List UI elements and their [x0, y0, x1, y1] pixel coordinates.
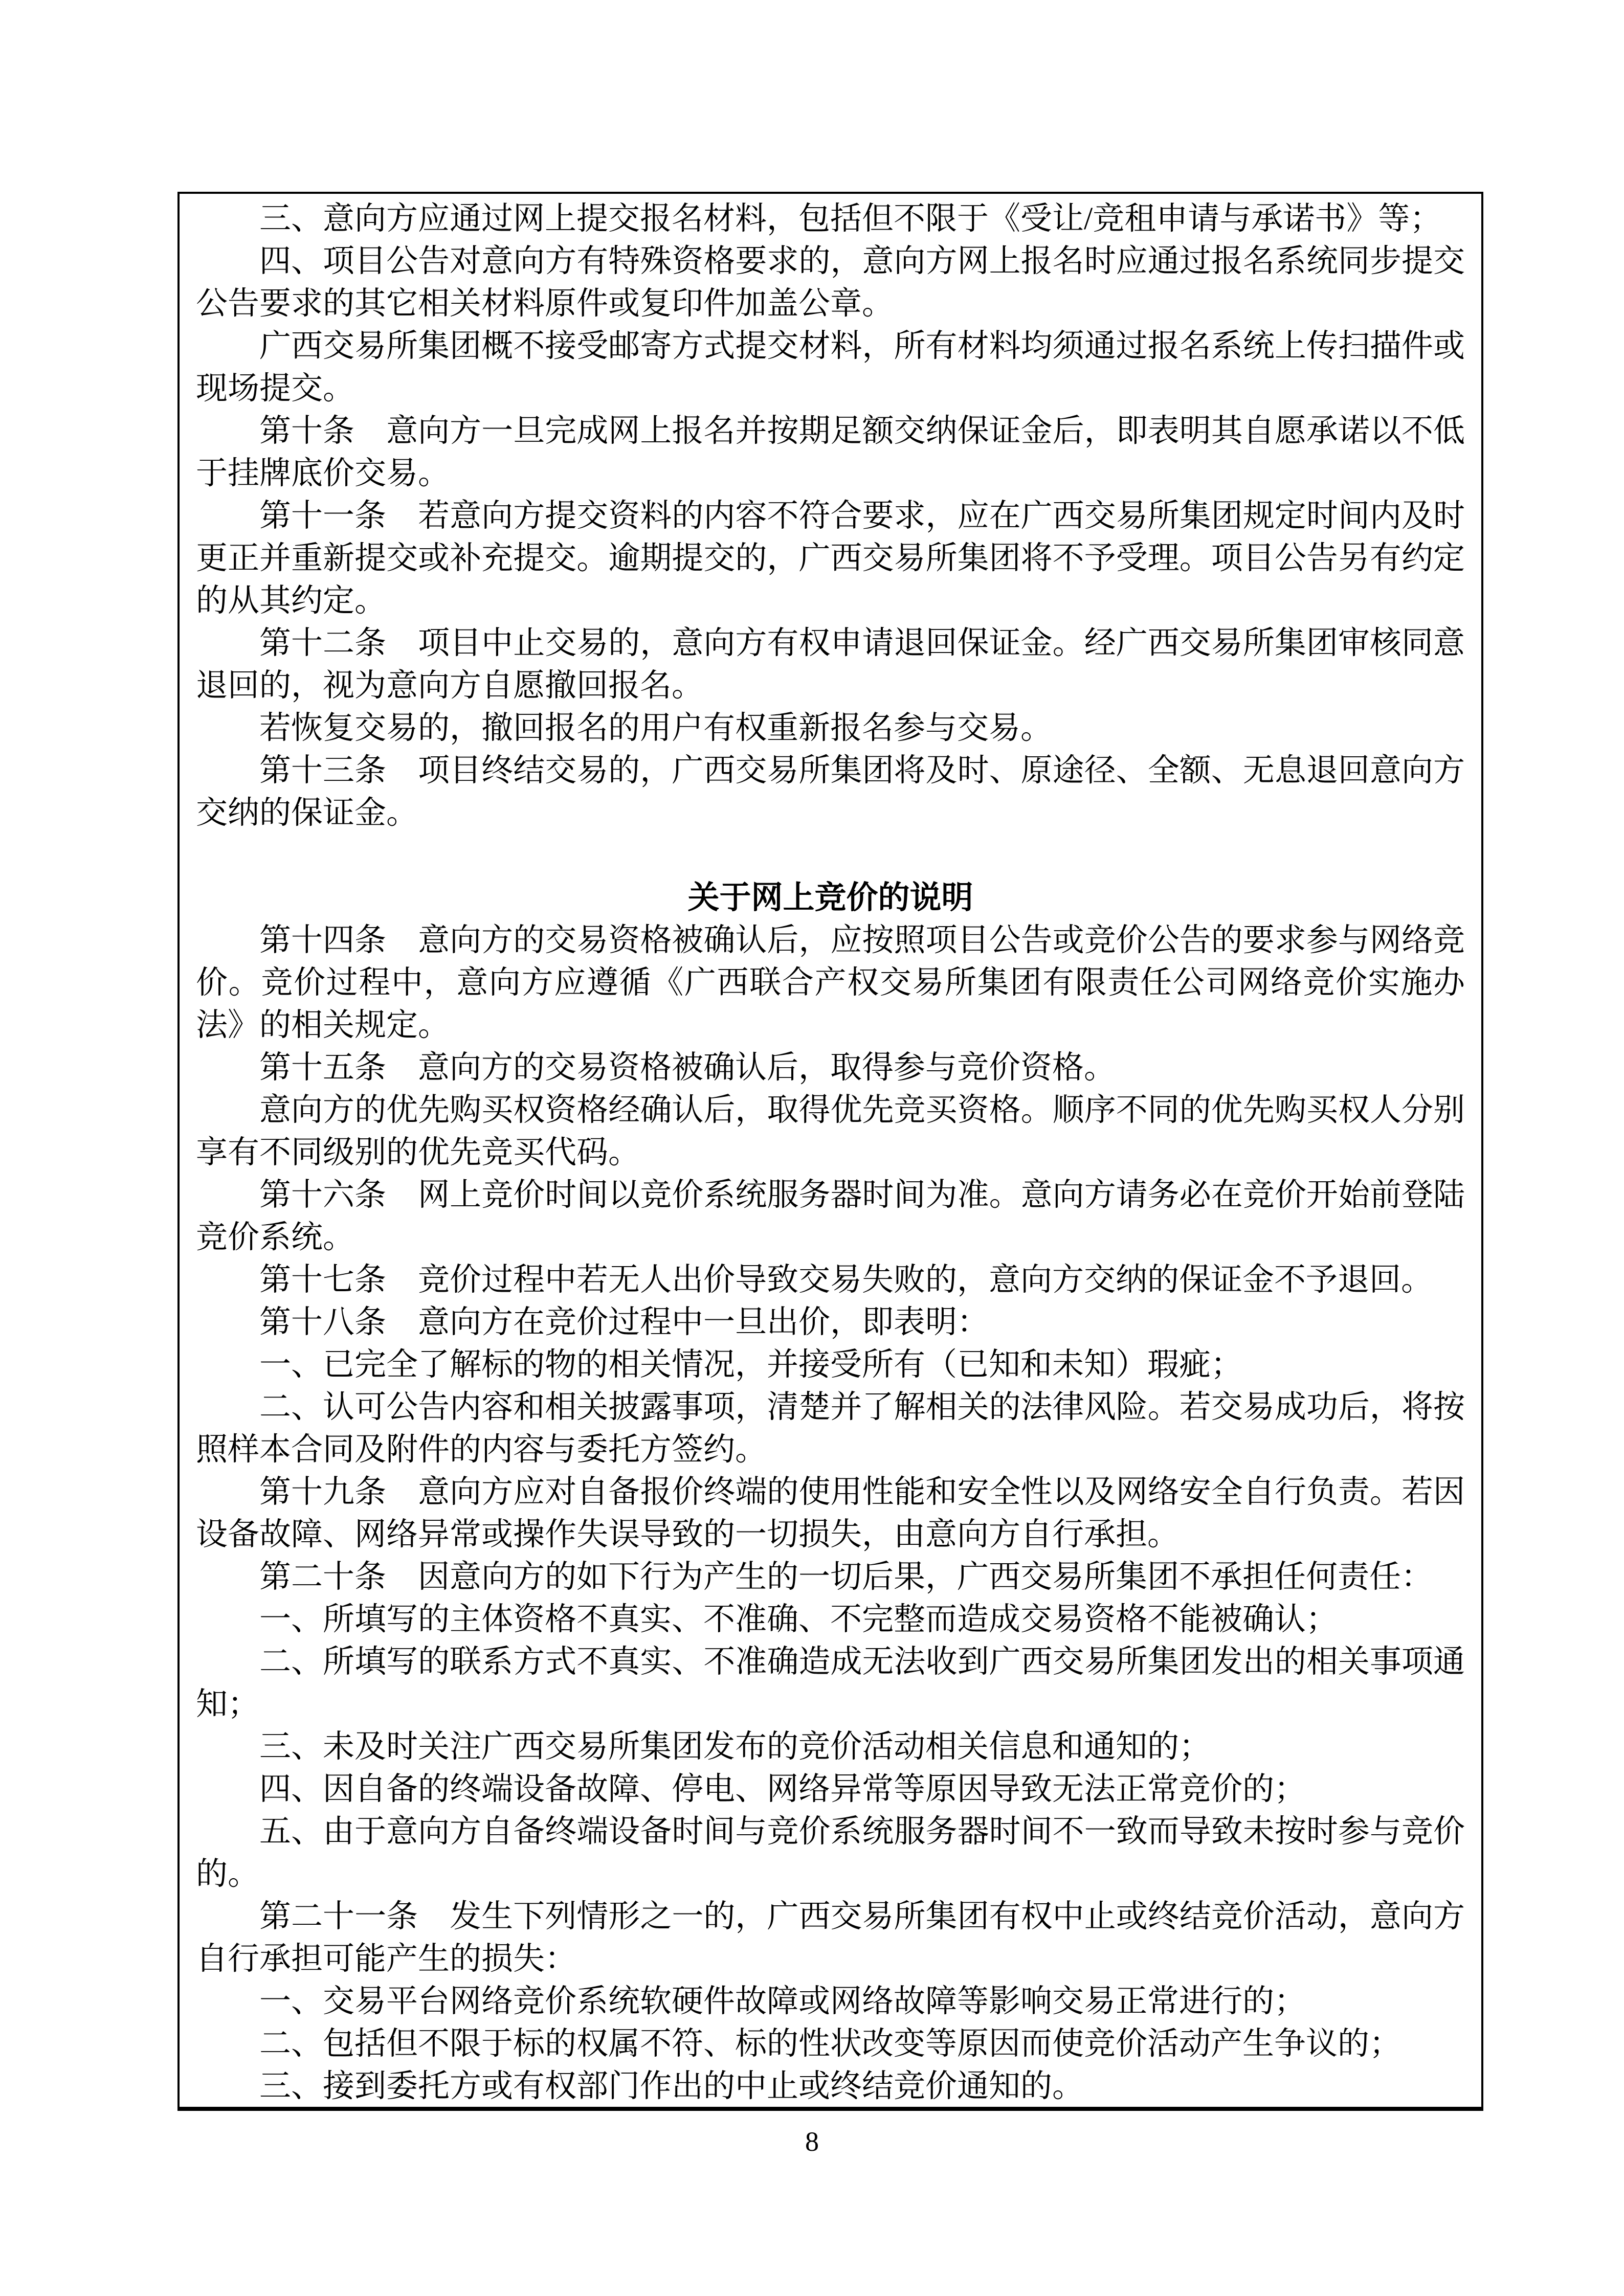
paragraph: 第十条 意向方一旦完成网上报名并按期足额交纳保证金后，即表明其自愿承诺以不低于挂牌底价交易。: [196, 414, 1465, 491]
paragraph: 第十七条 竞价过程中若无人出价导致交易失败的，意向方交纳的保证金不予退回。: [259, 1263, 1433, 1297]
paragraph: 三、意向方应通过网上提交报名材料，包括但不限于《受让/竞租申请与承诺书》等；: [259, 201, 1442, 236]
page-number: 8: [805, 2126, 819, 2157]
paragraph: 三、接到委托方或有权部门作出的中止或终结竞价通知的。: [259, 2069, 1084, 2104]
paragraph: 一、交易平台网络竞价系统软硬件故障或网络故障等影响交易正常进行的；: [259, 1984, 1306, 2019]
paragraph: 第十六条 网上竞价时间以竞价系统服务器时间为准。意向方请务必在竞价开始前登陆竞价系统。: [196, 1178, 1465, 1255]
paragraph: 四、因自备的终端设备故障、停电、网络异常等原因导致无法正常竞价的；: [259, 1772, 1306, 1807]
paragraph: 第十五条 意向方的交易资格被确认后，取得参与竞价资格。: [259, 1050, 1116, 1085]
paragraph: 二、认可公告内容和相关披露事项，清楚并了解相关的法律风险。若交易成功后，将按照样本合同及附件的内容与委托方签约。: [196, 1390, 1465, 1467]
paragraph: 第十三条 项目终结交易的，广西交易所集团将及时、原途径、全额、无息退回意向方交纳的保证金。: [196, 753, 1465, 830]
paragraph: 第十四条 意向方的交易资格被确认后，应按照项目公告或竞价公告的要求参与网络竞价。竞价过程中，意向方应遵循《广西联合产权交易所集团有限责任公司网络竞价实施办法》的相关规定。: [196, 923, 1465, 1043]
section-heading: 关于网上竞价的说明: [687, 881, 973, 915]
paragraph: 第二十一条 发生下列情形之一的，广西交易所集团有权中止或终结竞价活动，意向方自行承担可能产生的损失：: [196, 1899, 1465, 1976]
paragraph: 第十二条 项目中止交易的，意向方有权申请退回保证金。经广西交易所集团审核同意退回的，视为意向方自愿撤回报名。: [196, 626, 1465, 703]
paragraph: 一、已完全了解标的物的相关情况，并接受所有（已知和未知）瑕疵；: [259, 1347, 1243, 1382]
paragraph: 第十九条 意向方应对自备报价终端的使用性能和安全性以及网络安全自行负责。若因设备故障、网络异常或操作失误导致的一切损失，由意向方自行承担。: [196, 1475, 1465, 1552]
paragraph: 二、包括但不限于标的权属不符、标的性状改变等原因而使竞价活动产生争议的；: [259, 2027, 1401, 2061]
paragraph: 二、所填写的联系方式不真实、不准确造成无法收到广西交易所集团发出的相关事项通知；: [196, 1645, 1465, 1722]
paragraph: 意向方的优先购买权资格经确认后，取得优先竞买资格。顺序不同的优先购买权人分别享有不同级别的优先竞买代码。: [196, 1093, 1465, 1170]
paragraph: 若恢复交易的，撤回报名的用户有权重新报名参与交易。: [259, 711, 1053, 746]
paragraph: 一、所填写的主体资格不真实、不准确、不完整而造成交易资格不能被确认；: [259, 1602, 1338, 1637]
paragraph: 五、由于意向方自备终端设备时间与竞价系统服务器时间不一致而导致未按时参与竞价的。: [196, 1814, 1465, 1892]
paragraph: 广西交易所集团概不接受邮寄方式提交材料，所有材料均须通过报名系统上传扫描件或现场提交。: [196, 329, 1465, 406]
paragraph: 三、未及时关注广西交易所集团发布的竞价活动相关信息和通知的；: [259, 1729, 1211, 1764]
document-body: [196, 198, 1465, 2108]
paragraph: 第十八条 意向方在竞价过程中一旦出价，即表明：: [259, 1305, 989, 1340]
paragraph: 第十一条 若意向方提交资料的内容不符合要求，应在广西交易所集团规定时间内及时更正并重新提交或补充提交。逾期提交的，广西交易所集团将不予受理。项目公告另有约定的从其约定。: [196, 499, 1465, 618]
paragraph: 四、项目公告对意向方有特殊资格要求的，意向方网上报名时应通过报名系统同步提交公告要求的其它相关材料原件或复印件加盖公章。: [196, 244, 1465, 321]
content-border-box: [177, 192, 1483, 2111]
paragraph: 第二十条 因意向方的如下行为产生的一切后果，广西交易所集团不承担任何责任：: [259, 1560, 1433, 1594]
